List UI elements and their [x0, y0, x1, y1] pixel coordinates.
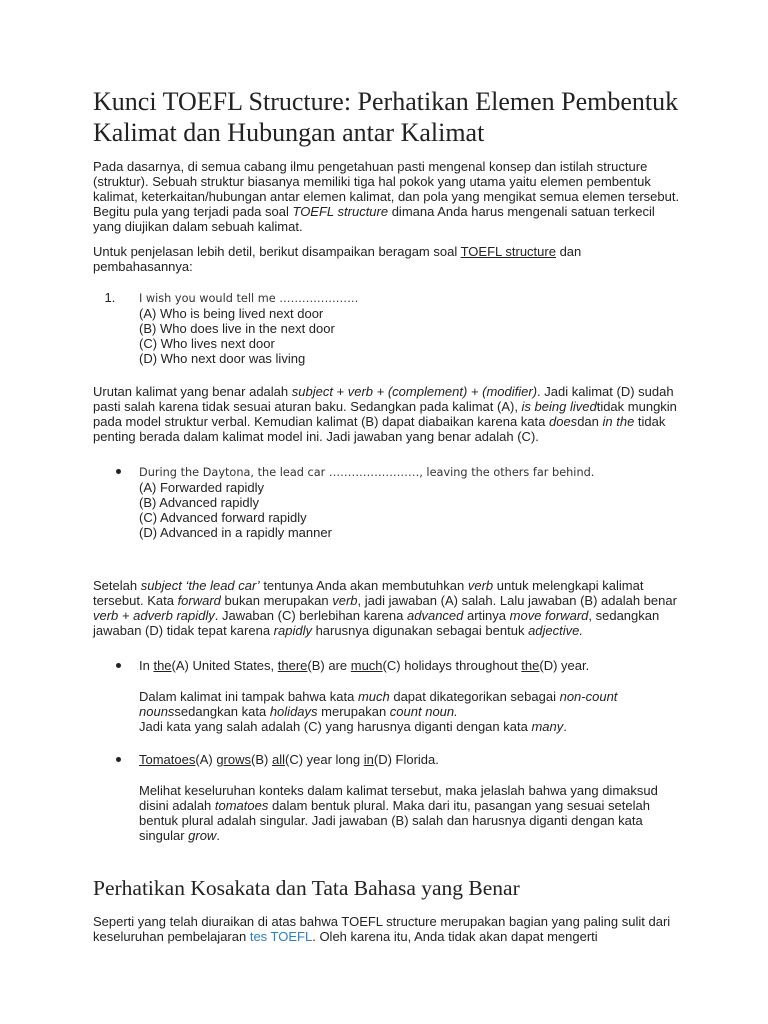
question-2-option-a: (A) Forwarded rapidly — [139, 480, 264, 495]
question-4-sentence: Tomatoes(A) grows(B) all(C) year long in(D) Florida. — [139, 752, 439, 767]
question-list-1 — [93, 290, 683, 366]
question-1-option-b: (B) Who does live in the next door — [139, 321, 335, 336]
section-paragraph: Seperti yang telah diuraikan di atas bahwa TOEFL structure merupakan bagian yang paling sulit dari keseluruhan pembelajaran tes TOEFL. Oleh karena itu, Anda tidak akan dapat mengerti — [93, 914, 671, 944]
question-4-explanation: Melihat keseluruhan konteks dalam kalimat tersebut, maka jelaslah bahwa yang dimaksud disini adalah tomatoes dalam bentuk plural. Maka dari itu, pasangan yang sesuai setelah bentuk plural adalah singular. Jadi jawaban (B) salah dan harusnya diganti dengan kata singular grow. — [139, 783, 658, 843]
question-2-option-c: (C) Advanced forward rapidly — [139, 510, 307, 525]
question-1-option-a: (A) Who is being lived next door — [139, 306, 324, 321]
question-2-stem: During the Daytona, the lead car ……………………, leaving the others far behind. — [139, 466, 595, 479]
question-list-2 — [93, 464, 683, 540]
document-page — [93, 86, 683, 944]
question-1 — [119, 290, 683, 366]
lead-paragraph: Untuk penjelasan lebih detil, berikut disampaikan beragam soal TOEFL structure dan pembahasannya: — [93, 244, 582, 274]
question-1-stem: I wish you would tell me ………………… — [139, 292, 359, 305]
question-list-4 — [93, 752, 683, 843]
question-3 — [119, 658, 683, 734]
question-2-option-d: (D) Advanced in a rapidly manner — [139, 525, 332, 540]
tes-toefl-link[interactable]: tes TOEFL — [249, 929, 313, 944]
question-2-option-b: (B) Advanced rapidly — [139, 495, 259, 510]
toefl-structure-link[interactable]: TOEFL structure — [460, 244, 556, 259]
question-3-sentence: In the(A) United States, there(B) are much(C) holidays throughout the(D) year. — [139, 658, 590, 673]
question-4 — [119, 752, 683, 843]
section-heading: Perhatikan Kosakata dan Tata Bahasa yang Benar — [93, 876, 520, 900]
question-2 — [119, 464, 683, 540]
intro-paragraph: Pada dasarnya, di semua cabang ilmu pengetahuan pasti mengenal konsep dan istilah structure (struktur). Sebuah struktur biasanya memiliki tiga hal pokok yang utama yaitu elemen pembentuk kalimat, keterkaitan/hubungan antar elemen kalimat, dan pola yang mengikat semua elemen tersebut. Begitu pula yang terjadi pada soal TOEFL structure dimana Anda harus mengenali satuan terkecil yang diujikan dalam sebuah kalimat. — [93, 159, 680, 234]
question-list-3 — [93, 658, 683, 734]
explanation-2: Setelah subject ‘the lead car’ tentunya Anda akan membutuhkan verb untuk melengkapi kalimat tersebut. Kata forward bukan merupakan verb, jadi jawaban (A) salah. Lalu jawaban (B) adalah benar verb + adverb rapidly. Jawaban (C) berlebihan karena advanced artinya move forward, sedangkan jawaban (D) tidak tepat karena rapidly harusnya digunakan sebagai bentuk adjective. — [93, 578, 677, 638]
explanation-1: Urutan kalimat yang benar adalah subject + verb + (complement) + (modifier). Jadi kalimat (D) sudah pasti salah karena tidak sesuai aturan baku. Sedangkan pada kalimat (A), is being livedtidak mungkin pada model struktur verbal. Kemudian kalimat (B) dapat diabaikan karena kata doesdan in the tidak penting berada dalam kalimat model ini. Jadi jawaban yang benar adalah (C). — [93, 384, 677, 444]
question-1-option-d: (D) Who next door was living — [139, 351, 306, 366]
question-1-option-c: (C) Who lives next door — [139, 336, 275, 351]
question-3-explanation: Dalam kalimat ini tampak bahwa kata much dapat dikategorikan sebagai non-count nounssedangkan kata holidays merupakan count noun. Jadi kata yang salah adalah (C) yang harusnya diganti dengan kata many. — [139, 689, 618, 734]
page-title: Kunci TOEFL Structure: Perhatikan Elemen Pembentuk Kalimat dan Hubungan antar Kalimat — [93, 87, 679, 147]
